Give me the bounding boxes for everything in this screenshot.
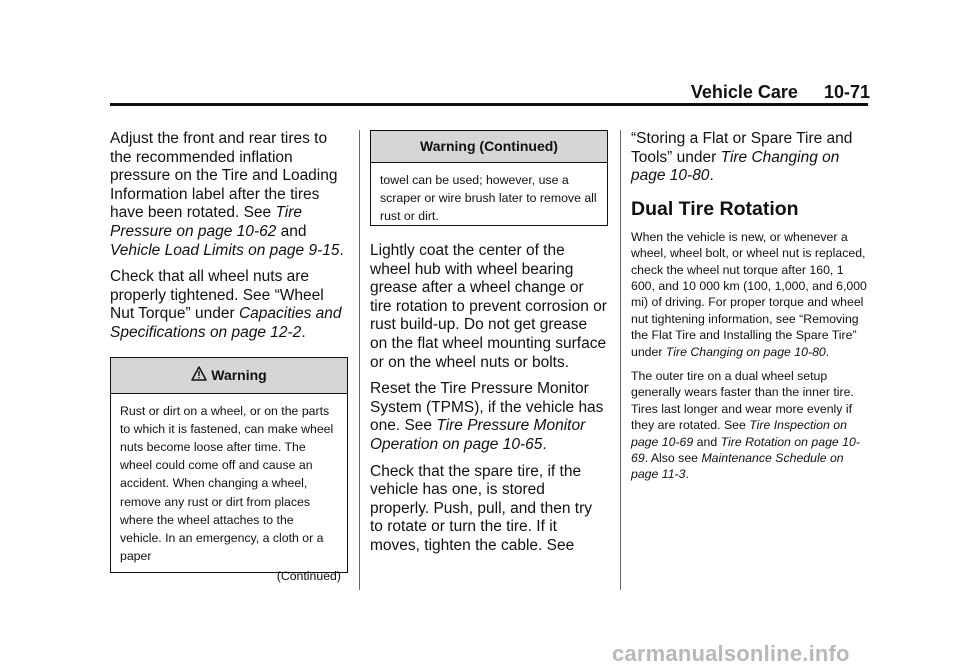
link-tire-changing-2[interactable]: Tire Changing on page 10-80 (665, 344, 826, 359)
link-tire-rotation[interactable]: Tire Rotation on page 10-69 (631, 434, 860, 466)
paragraph-tpms: Reset the Tire Pressure Monitor System (TPMS), if the vehicle has one. See Tire Pressure Monitor Operation on page 10-65. (370, 380, 604, 453)
paragraph-dual-rotation: The outer tire on a dual wheel setup generally wears faster than the inner tire. Tires last longer and wear more evenly if they are rotated. See Tire Inspection on page 10-69 and Tire Rotation on page 10-69. Also see Maintenance Schedule on page 11-3. (631, 369, 860, 482)
warning-icon (191, 366, 207, 381)
warning-title: Warning (211, 366, 267, 383)
column-2 (370, 130, 608, 564)
warning-continued: (Continued) (276, 569, 341, 584)
paragraph-wheel-hub: Lightly coat the center of the wheel hub with wheel bearing grease after a wheel change or tire rotation to prevent corrosion or rust build-up. Do not get grease on the flat wheel mounting surface or on the wheel nuts or bolts. (370, 242, 607, 371)
warning-box-header (111, 358, 347, 394)
link-tire-pressure[interactable]: Tire Pressure on page 10-62 (110, 204, 303, 240)
paragraph-wheel-nuts: Check that all wheel nuts are properly tightened. See “Wheel Nut Torque” under Capacities and Specifications on page 12-2. (110, 268, 342, 341)
paragraph-storing-flat: “Storing a Flat or Spare Tire and Tools” under Tire Changing on page 10-80. (631, 130, 853, 185)
paragraph-wheel-nut-torque: When the vehicle is new, or whenever a wheel, wheel bolt, or wheel nut is replaced, check the wheel nut torque after 160, 1 600, and 10 000 km (100, 1,000, and 6,000 mi) of driving. For proper torque and wheel nut tightening information, see “Removing the Flat Tire and Installing the Spare Tire” under Tire Changing on page 10-80. (631, 229, 867, 359)
link-tire-changing[interactable]: Tire Changing on page 10-80 (631, 148, 840, 185)
link-tire-inspection[interactable]: Tire Inspection on page 10-69 (631, 418, 847, 449)
paragraph-spare-tire: Check that the spare tire, if the vehicle has one, is stored properly. Push, pull, and then try to rotate or turn the tire. If it moves, tighten the cable. See (370, 462, 593, 554)
link-vehicle-load-limits[interactable]: Vehicle Load Limits on page 9-15 (110, 241, 340, 259)
section-heading: Dual Tire Rotation (631, 197, 799, 220)
warning-box (110, 357, 348, 584)
column-divider-2 (620, 130, 621, 590)
warning-continued-header: Warning (Continued) (371, 131, 607, 163)
warning-continued-body: towel can be used; however, use a scraper or wire brush later to remove all rust or dirt. (380, 173, 597, 224)
link-tpms-operation[interactable]: Tire Pressure Monitor Operation on page 10-65 (370, 417, 586, 453)
header-rule (110, 103, 868, 106)
page-number: 10-71 (823, 82, 870, 102)
warning-body: Rust or dirt on a wheel, or on the parts to which it is fastened, can make wheel nuts become loose after time. The wheel could come off and cause an accident. When changing a wheel, remove any rust or dirt from places where the wheel attaches to the vehicle. In an emergency, a cloth or a paper (120, 403, 334, 564)
link-capacities-specifications[interactable]: Capacities and Specifications on page 12-2 (110, 305, 342, 341)
link-maintenance-schedule[interactable]: Maintenance Schedule on page 11-3 (631, 451, 844, 482)
warning-continued-box (370, 130, 608, 226)
section-title: Vehicle Care (690, 82, 798, 102)
column-1 (110, 130, 348, 584)
watermark-text: carmanualsonline.info (612, 641, 850, 666)
paragraph-tire-pressure: Adjust the front and rear tires to the recommended inflation pressure on the Tire and Loading Information label after the tires have been rotated. See Tire Pressure on page 10-62 and Vehicle Load Limits on page 9-15. (110, 130, 344, 259)
column-3 (631, 130, 869, 491)
column-divider-1 (359, 130, 360, 590)
